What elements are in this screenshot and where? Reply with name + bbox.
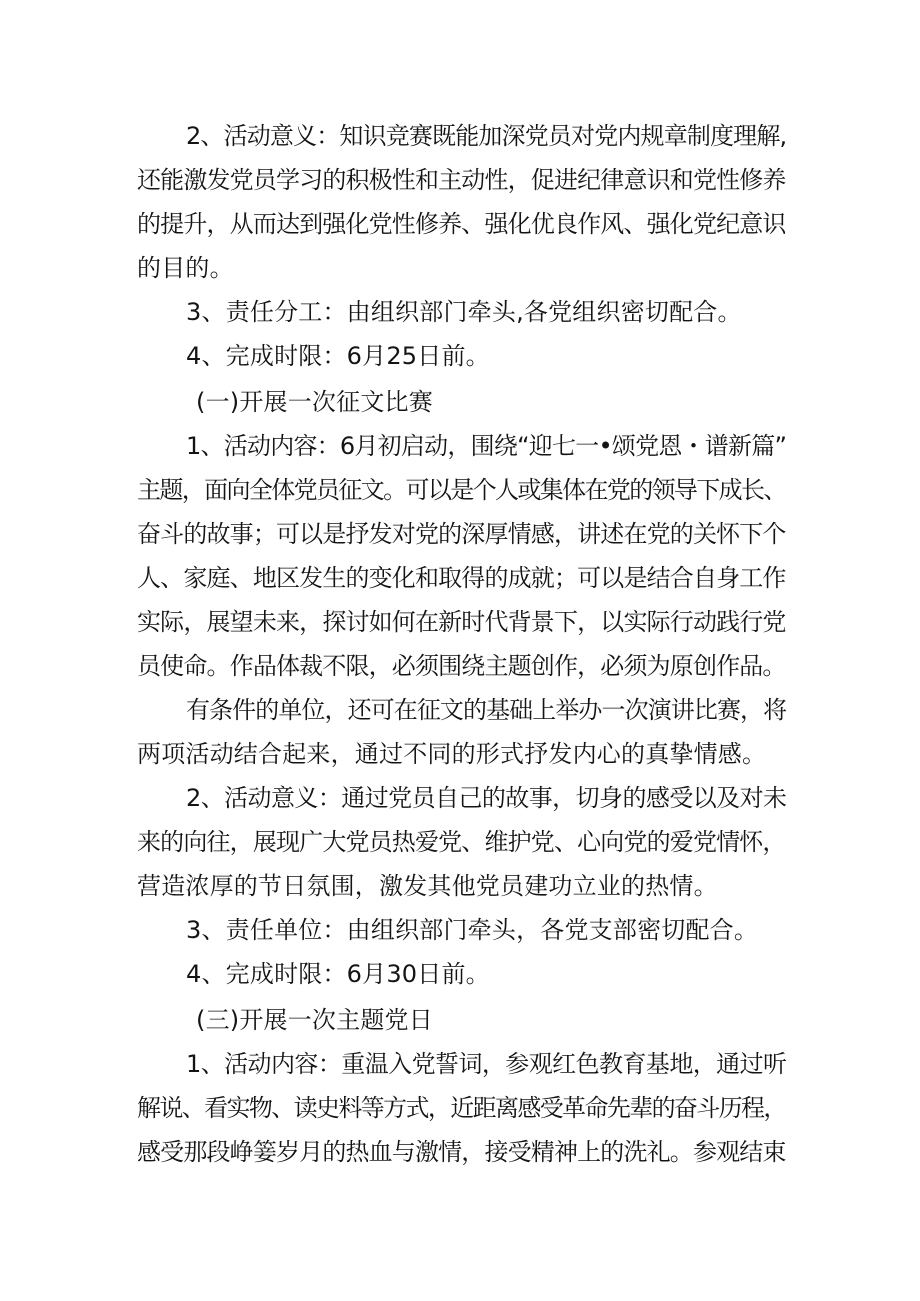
paragraph-line: 营造浓厚的节日氛围，激发其他党员建功立业的热情。	[137, 872, 718, 900]
section-heading: (三)开展一次主题党日	[196, 1006, 433, 1034]
paragraph-line: 1、活动内容：6月初启动，围绕“迎七一•颂党恩・谱新篇”	[186, 432, 787, 460]
paragraph-line: 奋斗的故事；可以是抒发对党的深厚情感，讲述在党的关怀下个	[137, 520, 786, 548]
paragraph-line: 来的向往，展现广大党员热爱党、维护党、心向党的爱党情怀，	[137, 828, 786, 856]
paragraph-line: 有条件的单位，还可在征文的基础上举办一次演讲比赛，将	[186, 696, 787, 724]
paragraph-line: 2、活动意义：通过党员自己的故事，切身的感受以及对未	[186, 784, 787, 812]
paragraph-line: 3、责任单位：由组织部门牵头，各党支部密切配合。	[186, 916, 759, 944]
paragraph-line: 4、完成时限：6月25日前。	[186, 342, 490, 370]
paragraph-line: 的目的。	[137, 254, 234, 282]
paragraph-line: 3、责任分工：由组织部门牵头,各党组织密切配合。	[186, 298, 742, 326]
paragraph-line: 解说、看实物、读史料等方式，近距离感受革命先辈的奋斗历程，	[137, 1094, 786, 1122]
paragraph-line: 人、家庭、地区发生的变化和取得的成就；可以是结合自身工作	[137, 564, 786, 592]
paragraph-line: 1、活动内容：重温入党誓词，参观红色教育基地，通过听	[186, 1050, 787, 1078]
paragraph-line: 实际，展望未来，探讨如何在新时代背景下，以实际行动践行党	[137, 608, 786, 636]
paragraph-line: 主题，面向全体党员征文。可以是个人或集体在党的领导下成长、	[137, 476, 786, 504]
paragraph-line: 两项活动结合起来，通过不同的形式抒发内心的真挚情感。	[137, 740, 767, 768]
paragraph-line: 2、活动意义：知识竞赛既能加深党员对党内规章制度理解,	[186, 122, 787, 150]
paragraph-line: 员使命。作品体裁不限，必须围绕主题创作，必须为原创作品。	[137, 652, 786, 680]
paragraph-line: 感受那段峥䈉岁月的热血与激情，接受精神上的洗礼。参观结束	[137, 1138, 786, 1166]
paragraph-line: 4、完成时限：6月30日前。	[186, 960, 490, 988]
paragraph-line: 还能激发党员学习的积极性和主动性，促进纪律意识和党性修养	[137, 166, 786, 194]
section-heading: (一)开展一次征文比赛	[196, 388, 433, 416]
paragraph-line: 的提升，从而达到强化党性修养、强化优良作风、强化党纪意识	[137, 210, 786, 238]
